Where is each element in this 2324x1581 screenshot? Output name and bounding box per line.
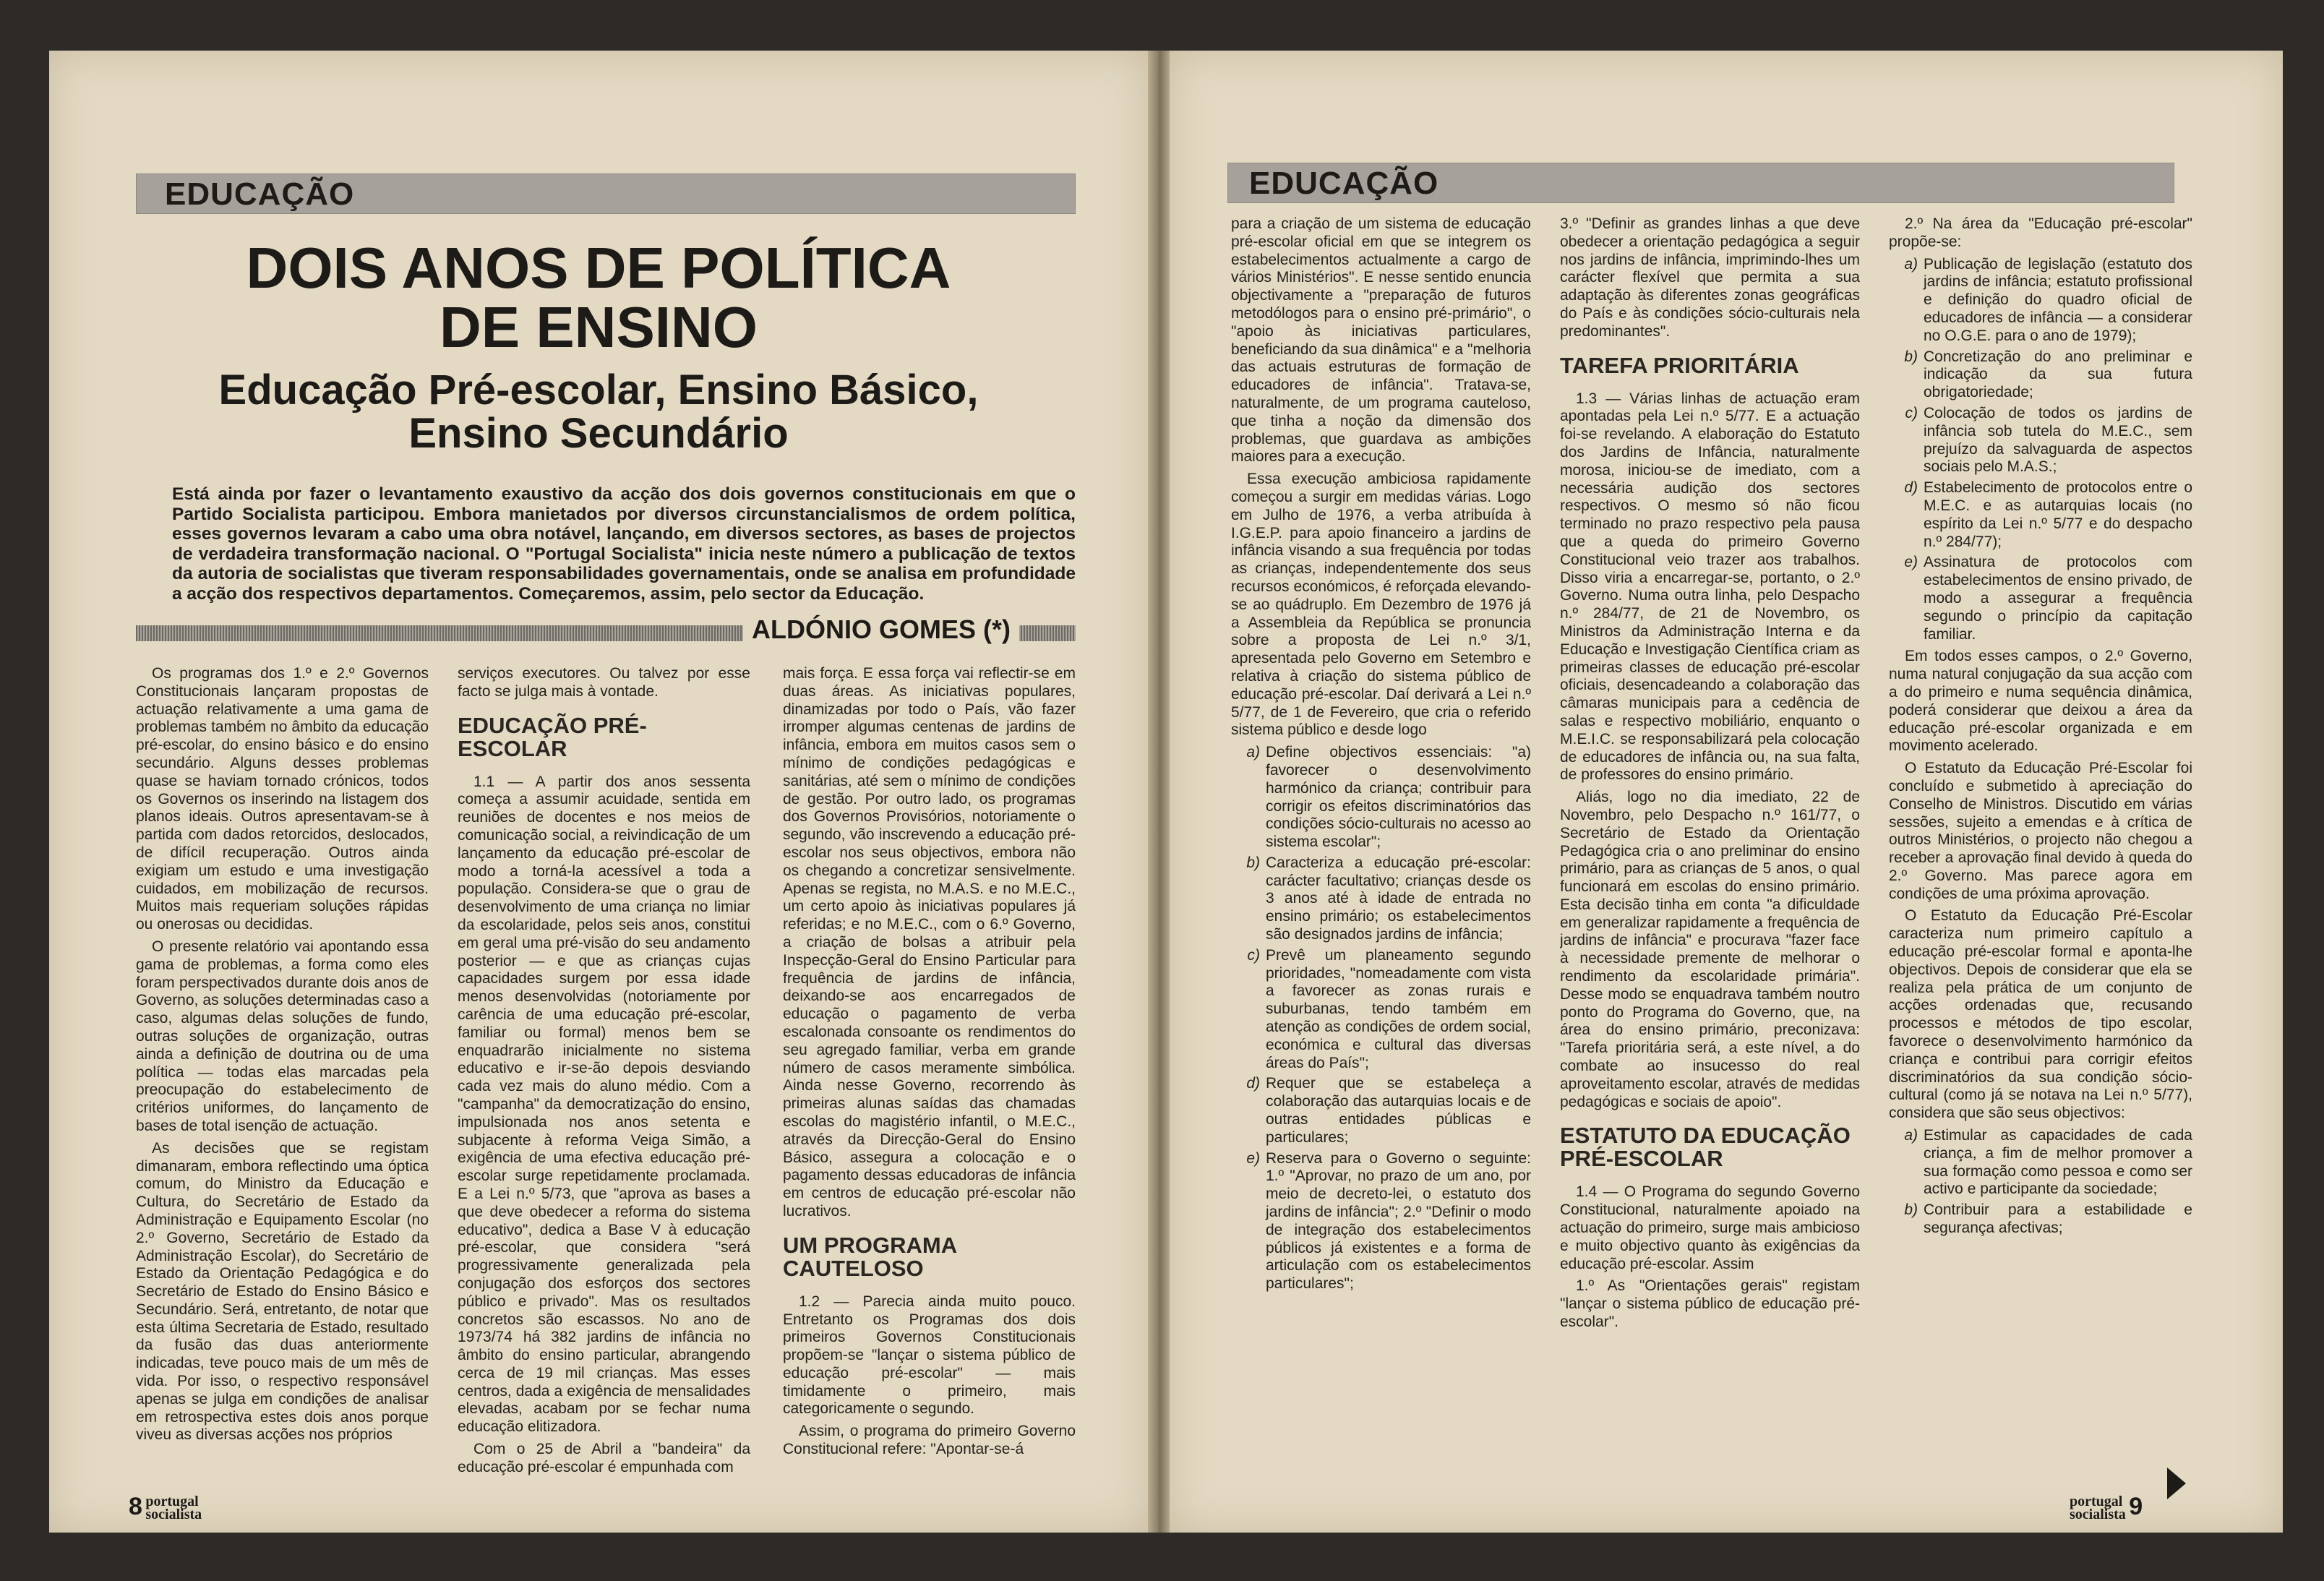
magazine-logo: portugal socialista <box>2070 1494 2126 1522</box>
page-folio-right <box>2070 1493 2143 1521</box>
list-item: a) Define objectivos essenciais: "a) favorecer o desenvolvimento harmónico da criança; contribuir para corrigir os efeitos discriminatórios das condições sócio-culturais no acesso ao sistema escolar"; <box>1246 744 1531 851</box>
list-item: d) Estabelecimento de protocolos entre o M.E.C. e as autarquias locais (no espírito da Lei n.º 5/77 e do despacho n.º 284/77); <box>1904 479 2192 550</box>
page-folio-left <box>129 1493 202 1521</box>
subheading: UM PROGRAMA CAUTELOSO <box>783 1232 956 1281</box>
article-title-line-1: DOIS ANOS DE POLÍTICA <box>246 236 951 300</box>
objectives-list <box>1889 1127 2192 1238</box>
left-column-2 <box>458 665 750 1514</box>
paragraph: 1.4 — O Programa do segundo Governo Constitucional, naturalmente apoiado na actuação do primeiro, surge mais ambicioso e muito objectivo quanto às exigências da educação pré-escolar. Assim <box>1560 1183 1860 1272</box>
paragraph: 1.1 — A partir dos anos sessenta começa a assumir acuidade, sentida em reuniões de docentes e nos meios de comunicação social, a reivindicação de um lançamento da educação pré-escolar de modo a torná-la acessível a toda a população. Considera-se que o grau de desenvolvimento de uma criança no limiar da escolaridade, pelos seis anos, constitui em geral uma pré-visão do seu andamento posterior — e que as crianças cujas capacidades surgem por essa idade menos desenvolvidas (notoriamente por carência de uma educação pré-escolar, familiar ou formal) menos bem se enquadrarão inicialmente no sistema educativo e ir-se-ão depois desviando cada vez mais do aluno médio. Com a "campanha" da democratização do ensino, impulsionada nos anos setenta e subjacente à reforma Veiga Simão, a exigência de uma efectiva educação pré-escolar surge repetidamente proclamada. E a Lei n.º 5/73, que "aprova as bases a que deve obedecer a reforma do sistema educativo", dedica a Base V à educação pré-escolar, que considera "será progressivamente generalizada pela conjugação dos esforços dos sectores público e privado". Mas os resultados concretos são escassos. No ano de 1973/74 há 382 jardins de infância no âmbito do ensino particular, abrangendo cerca de 19 mil crianças. Mas esses centros, dada a exigência de mensalidades elevadas, acabam por se fechar numa educação elitizadora. <box>458 773 750 1436</box>
article-title-line-2: DE ENSINO <box>439 295 758 359</box>
section-label: EDUCAÇÃO <box>165 176 355 212</box>
paragraph: Assim, o programa do primeiro Governo Constitucional refere: "Apontar-se-á <box>783 1423 1076 1458</box>
continue-arrow-icon <box>2167 1468 2186 1499</box>
paragraph: 2.º Na área da "Educação pré-escolar" propõe-se: <box>1889 215 2192 250</box>
right-column-2 <box>1560 215 1860 1509</box>
paragraph: Aliás, logo no dia imediato, 22 de Novembro, pelo Despacho n.º 161/77, o Secretário de Estado da Orientação Pedagógica cria o ano preliminar do ensino primário, para as crianças de 5 anos, o qual funcionará em escolas do ensino primário. Esta decisão tinha em conta "a dificuldade em generalizar rapidamente a frequência de jardins de infância" e procurava "fazer face à necessidade premente de melhorar o rendimento da escolaridade primária". Desse modo se enquadrava também noutro ponto do Programa do Governo, que, na área do ensino primário, preconizava: "Tarefa prioritária será, a este nível, a do combate ao insucesso do real aproveitamento escolar, através de medidas pedagógicas e sociais de apoio". <box>1560 789 1860 1110</box>
right-page <box>1170 51 2283 1533</box>
paragraph: serviços executores. Ou talvez por esse facto se julga mais à vontade. <box>458 665 750 700</box>
subheading: ESTATUTO DA EDUCAÇÃO PRÉ-ESCOLAR <box>1560 1123 1851 1172</box>
paragraph: para a criação de um sistema de educação pré-escolar oficial em que se integrem os estabelecimentos actualmente a cargo de vários Ministérios". E nesse sentido enuncia objectivamente a "preparação de futuros metodólogos para o ensino pré-primário", o "apoio às iniciativas particulares, beneficiando da sua dinâmica" e a "melhoria das actuais estruturas de formação de educadores de infância". Tratava-se, naturalmente, de um programa cauteloso, que tinha a noção da dimensão dos problemas, que guardava as ambições maiores para a execução. <box>1231 215 1531 466</box>
subheading: TAREFA PRIORITÁRIA <box>1560 352 1799 378</box>
article-subtitle-line-1: Educação Pré-escolar, Ensino Básico, <box>218 367 979 414</box>
article-byline: ALDÓNIO GOMES (*) <box>743 614 1019 645</box>
magazine-logo: portugal socialista <box>145 1494 202 1522</box>
paragraph: O Estatuto da Educação Pré-Escolar foi concluído e submetido à apreciação do Conselho de Ministros. Discutido em várias sessões, sujeito a emendas e à crítica de outros Ministérios, o projecto não chegou a receber a aprovação final devido à queda do 2.º Governo. Mas parece agora em condições de uma próxima aprovação. <box>1889 760 2192 902</box>
paragraph: As decisões que se registam dimanaram, embora reflectindo uma óptica comum, do Ministro da Educação e Cultura, do Secretário de Estado da Administração e Equipamento Escolar (no 2.º Governo, Secretário de Estado da Administração Escolar), do Secretário de Estado da Orientação Pedagógica e do Secretário de Estado do Ensino Básico e Secundário. Será, entretanto, de notar que esta última Secretaria de Estado, resultado da fusão das duas anteriormente indicadas, teve pouco mais de um mês de vida. Por isso, o respectivo responsável apenas se julga em condições de analisar em retrospectiva estes dois anos porque viveu as diversas acções nos próprios <box>136 1139 429 1444</box>
paragraph: Com o 25 de Abril a "bandeira" da educação pré-escolar é empunhada com <box>458 1441 750 1475</box>
list-item: c) Colocação de todos os jardins de infância sob tutela do M.E.C., sem prejuízo da salvaguarda de aspectos sociais pelo M.A.S.; <box>1905 404 2192 476</box>
proposals-list <box>1889 256 2192 644</box>
paragraph: O Estatuto da Educação Pré-Escolar caracteriza num primeiro capítulo a educação pré-escolar formal e aponta-lhe objectivos. Depois de considerar que ela se realiza pela prática de um conjunto de acções ordenadas que, recusando processos e métodos de tipo escolar, favorece o desenvolvimento harmónico da criança e contribui para corrigir efeitos discriminatórios da sua condição sócio-cultural (como já se notava na Lei n.º 5/77), considera que são seus objectivos: <box>1889 907 2192 1122</box>
list-item: b) Caracteriza a educação pré-escolar: carácter facultativo; crianças desde os 3 anos até à idade de entrada no ensino primário; os estabelecimentos são designados jardins de infância; <box>1246 854 1531 943</box>
paragraph: 1.3 — Várias linhas de actuação eram apontadas pela Lei n.º 5/77. E a actuação foi-se revelando. A elaboração do Estatuto dos Jardins de Infância, naturalmente morosa, iniciou-se de imediato, com a necessária audição dos sectores respectivos. O mesmo só não ficou terminado no prazo respectivo pela pausa que a queda do primeiro Governo Constitucional veio trazer aos trabalhos. Disso viria a encarregar-se, portanto, o 2.º Governo. Numa outra linha, pelo Despacho n.º 284/77, de 21 de Novembro, os Ministros da Administração Interna e da Educação e Investigação Científica criam as primeiras classes de educação pré-escolar oficiais, desencadeando a colaboração das câmaras municipais para a cedência de salas e respectivo mobiliário, enquanto o M.E.I.C. se responsabilizará pela colocação de educadores de infância ou, na sua falta, de professores do ensino primário. <box>1560 390 1860 784</box>
list-item: a) Publicação de legislação (estatuto dos jardins de infância; estatuto profissional e definição do quadro oficial de educadores de infância — a considerar no O.G.E. para o ano de 1979); <box>1904 255 2192 344</box>
subheading: EDUCAÇÃO PRÉ-ESCOLAR <box>458 712 647 761</box>
left-column-1 <box>136 665 429 1514</box>
list-item: a) Estimular as capacidades de cada criança, a fim de melhor promover a sua formação como pessoa e como ser activo e participante da sociedade; <box>1904 1127 2192 1198</box>
page-number: 8 <box>129 1493 142 1520</box>
paragraph: 1.2 — Parecia ainda muito pouco. Entretanto os Programas dos dois primeiros Governos Constitucionais propõem-se "lançar o sistema público de educação pré-escolar" — mais timidamente o primeiro, mais categoricamente o segundo. <box>783 1293 1076 1418</box>
paragraph: 3.º "Definir as grandes linhas a que deve obedecer a orientação pedagógica a seguir nos jardins de infância, imprimindo-lhes um carácter flexível que permita a sua adaptação às diferentes zonas geográficas do País e às condições sócio-culturais nela predominantes". <box>1560 215 1860 340</box>
list-item: c) Prevê um planeamento segundo prioridades, "nomeadamente com vista a favorecer as zonas rurais e suburbanas, tendo também em atenção as condições de ordem social, económica e cultural das diversas áreas do País"; <box>1247 946 1531 1071</box>
paragraph: mais força. E essa força vai reflectir-se em duas áreas. As iniciativas populares, dinamizadas por todo o País, vão fazer irromper algumas centenas de jardins de infância, embora em muitos casos sem o mínimo de condições pedagógicas e sanitárias, até sem o mínimo de condições de gestão. Por outro lado, os programas dos Governos Provisórios, notoriamente o segundo, vão inscrevendo a educação pré-escolar nos seus objectivos, embora não os chegando a concretizar sensivelmente. Apenas se regista, no M.A.S. e no M.E.C., um certo apoio às iniciativas populares já referidas; e no M.E.C., com o 6.º Governo, a criação de bolsas a atribuir pela Inspecção-Geral do Ensino Particular para frequência de jardins de infância, deixando-se aos encarregados de educação o pagamento de verba escalonada consoante os rendimentos do seu agregado familiar, verba em grande número de casos meramente simbólica. Ainda nesse Governo, recorrendo às primeiras alunas saídas das chamadas escolas do magistério infantil, o M.E.C., através da Direcção-Geral do Ensino Básico, assegura a colocação e o pagamento dessas educadoras de infância em centros de educação pré-escolar não lucrativos. <box>783 665 1076 1220</box>
section-header-bar <box>136 173 1076 214</box>
list-item: e) Reserva para o Governo o seguinte: 1.º "Aprovar, no prazo de um ano, por meio de decreto-lei, o estatuto dos jardins de infância"; 2.º "Definir o modo de integração dos estabelecimentos públicos já existentes e a forma de articulação com os estabelecimentos particulares"; <box>1246 1149 1531 1293</box>
left-column-3 <box>783 665 1076 1514</box>
paragraph: Essa execução ambiciosa rapidamente começou a surgir em medidas várias. Logo em Julho de 1976, a verba atribuída à I.G.E.P. para apoio financeiro a jardins de infância visando a sua frequência por todas as crianças, independentemente dos seus recursos económicos, é reforçada elevando-se ao quádruplo. Em Dezembro de 1976 já a Assembleia da República se pronuncia sobre a proposta de Lei n.º 3/1, apresentada pelo Governo em Setembro e relativa à criação do sistema público de educação pré-escolar. Daí derivará a Lei n.º 5/77, de 1 de Fevereiro, que cria o referido sistema público e desde logo <box>1231 471 1531 739</box>
right-column-3 <box>1889 215 2192 1509</box>
list-item: b) Concretização do ano preliminar e indicação da sua futura obrigatoriedade; <box>1904 348 2192 401</box>
paragraph: 1.º As "Orientações gerais" registam "lançar o sistema público de educação pré-escolar". <box>1560 1277 1860 1331</box>
paragraph: Os programas dos 1.º e 2.º Governos Constitucionais lançaram propostas de actuação relativamente a uma gama de problemas também no âmbito da educação pré-escolar, do ensino básico e do ensino secundário. Alguns desses problemas quase se haviam tornado crónicos, todos os Governos os inserindo na listagem dos planos ideais. Outros apresentavam-se à partida com dados retorcidos, deslocados, de difícil recuperação. Outros ainda exigiam um estudo e uma investigação cuidados, em mobilização de recursos. Muitos mais requeriam soluções rápidas ou onerosas ou decididas. <box>136 665 429 933</box>
page-number: 9 <box>2129 1493 2143 1520</box>
page-gutter <box>1148 51 1170 1533</box>
article-intro: Está ainda por fazer o levantamento exaustivo da acção dos dois governos constitucionais em que o Partido Socialista participou. Embora manietados por diversos circunstancialismos de ordem política, esses governos levaram a cabo uma obra notável, lançando, em diversos sectores, as bases de projectos de verdadeira transformação nacional. O "Portugal Socialista" inicia neste número a publicação de textos da autoria de socialistas que tiveram responsabilidades governamentais, onde se analisa em profundidade a acção dos respectivos departamentos. Começaremos, assim, pelo sector da Educação. <box>172 484 1076 604</box>
left-page <box>49 51 1148 1533</box>
article-subtitle-line-2: Ensino Secundário <box>408 410 789 457</box>
objectives-list <box>1231 744 1531 1293</box>
right-column-1 <box>1231 215 1531 1509</box>
paragraph: O presente relatório vai apontando essa gama de problemas, a forma como eles foram perspectivados durante dois anos de Governo, as soluções determinadas caso a caso, algumas delas soluções de fundo, outras soluções de organização, outras ainda a definição de doutrina ou de uma política — todas elas marcadas pela preocupação do estabelecimento de critérios uniformes, do lançamento de bases de total isenção de actuação. <box>136 938 429 1134</box>
list-item: b) Contribuir para a estabilidade e segurança afectivas; <box>1904 1201 2192 1237</box>
paragraph: Em todos esses campos, o 2.º Governo, numa natural conjugação da sua acção com a do primeiro e numa sequência dinâmica, poderá considerar que deixou a área da educação pré-escolar organizada e em movimento acelerado. <box>1889 648 2192 755</box>
section-label: EDUCAÇÃO <box>1249 166 1439 201</box>
list-item: e) Assinatura de protocolos com estabelecimentos de ensino privado, de modo a assegurar a frequência segundo o princípio da capitação familiar. <box>1904 554 2192 643</box>
list-item: d) Requer que se estabeleça a colaboração das autarquias locais e de outras entidades públicas e particulares; <box>1246 1075 1531 1146</box>
section-header-bar <box>1227 163 2174 203</box>
